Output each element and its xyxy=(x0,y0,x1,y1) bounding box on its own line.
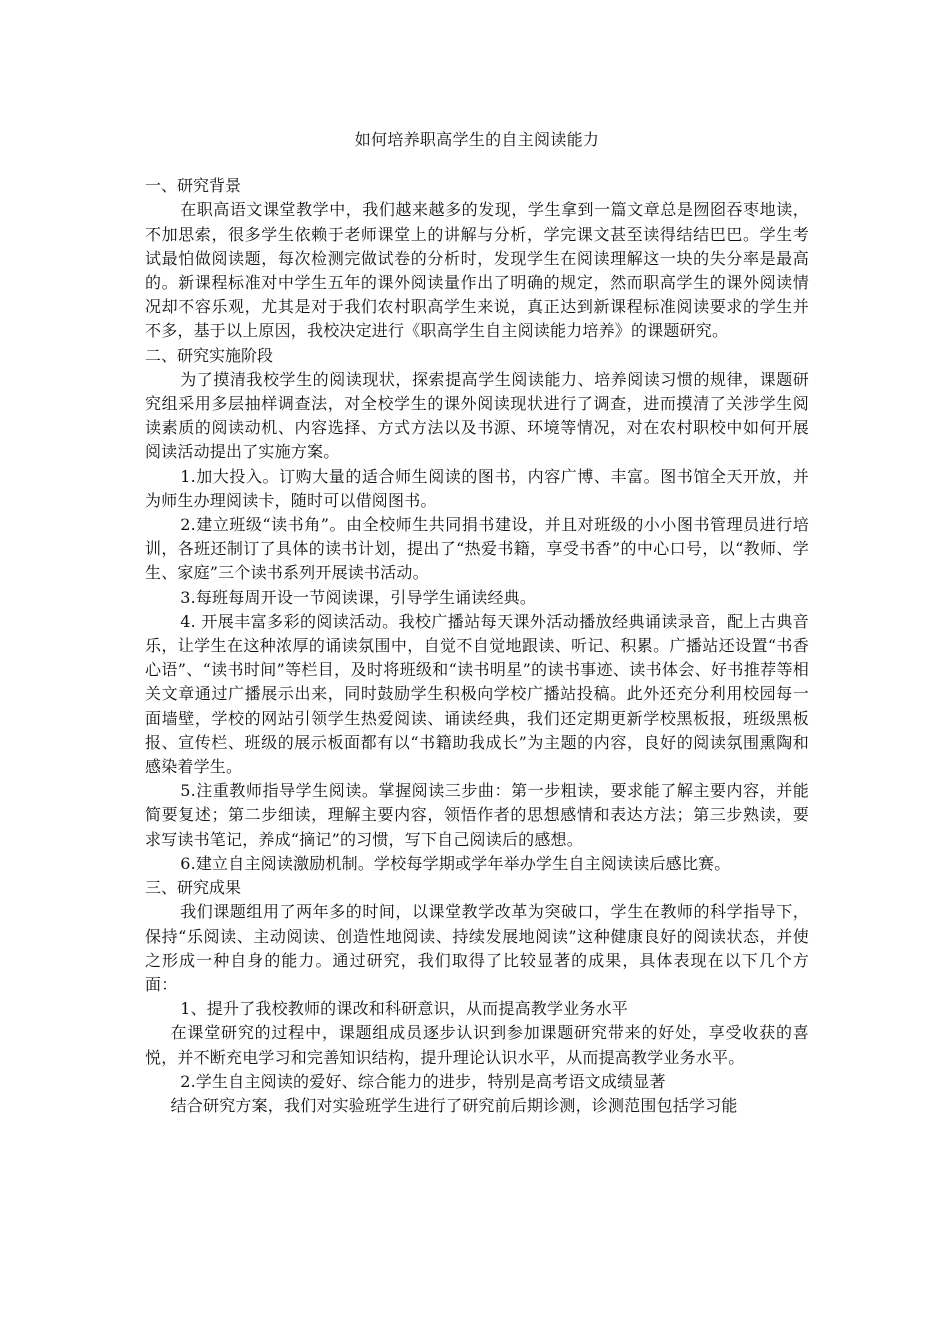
document-page xyxy=(145,128,809,1118)
paragraph-results-point-2-heading: 2.学生自主阅读的爱好、综合能力的进步，特别是高考语文成绩显著 xyxy=(180,1071,666,1091)
paragraph-implementation-item-1: 1.加大投入。订购大量的适合师生阅读的图书，内容广博、丰富。图书馆全天开放，并为师生办理阅读卡，随时可以借阅图书。 xyxy=(145,466,809,510)
paragraph-results-point-1-heading: 1、提升了我校教师的课改和科研意识，从而提高教学业务水平 xyxy=(180,999,628,1019)
paragraph-results-intro: 我们课题组用了两年多的时间，以课堂教学改革为突破口，学生在教师的科学指导下，保持“乐阅读、主动阅读、创造性地阅读、持续发展地阅读”这种健康良好的阅读状态，并使之形成一种自身的能力。通过研究，我们取得了比较显著的成果，具体表现在以下几个方面： xyxy=(145,902,809,994)
paragraph-implementation-intro: 为了摸清我校学生的阅读现状，探索提高学生阅读能力、培养阅读习惯的规律，课题研究组采用多层抽样调查法，对全校学生的课外阅读现状进行了调查，进而摸清了关涉学生阅读素质的阅读动机、内容选择、方式方法以及书源、环境等情况，对在农村职校中如何开展阅读活动提出了实施方案。 xyxy=(145,369,809,462)
paragraph-implementation-item-3: 3.每班每周开设一节阅读课，引导学生诵读经典。 xyxy=(180,587,537,607)
paragraph-results-point-1-body: 在课堂研究的过程中，课题组成员逐步认识到参加课题研究带来的好处，享受收获的喜悦，并不断充电学习和完善知识结构，提升理论认识水平，从而提高教学业务水平。 xyxy=(145,1023,809,1067)
paragraph-implementation-item-6: 6.建立自主阅读激励机制。学校每学期或学年举办学生自主阅读读后感比赛。 xyxy=(180,853,731,873)
document-title: 如何培养职高学生的自主阅读能力 xyxy=(354,130,600,149)
section-heading-results: 三、研究成果 xyxy=(145,878,242,898)
paragraph-results-point-2-body: 结合研究方案，我们对实验班学生进行了研究前后期诊测，诊测范围包括学习能 xyxy=(170,1095,738,1115)
paragraph-implementation-item-5: 5.注重教师指导学生阅读。掌握阅读三步曲：第一步粗读，要求能了解主要内容，并能简要复述；第二步细读，理解主要内容，领悟作者的思想感情和表达方法；第三步熟读，要求写读书笔记，养成“摘记”的习惯，写下自己阅读后的感想。 xyxy=(145,781,809,849)
paragraph-implementation-item-4: 4. 开展丰富多彩的阅读活动。我校广播站每天课外活动播放经典诵读录音，配上古典音乐，让学生在这种浓厚的诵读氛围中，自觉不自觉地跟读、听记、积累。广播站还设置“书香心语”、“读书时间”等栏目，及时将班级和“读书明星”的读书事迹、读书体会、好书推荐等相关文章通过广播展示出来，同时鼓励学生积极向学校广播站投稿。此外还充分利用校园每一面墙壁，学校的网站引领学生热爱阅读、诵读经典，我们还定期更新学校黑板报，班级黑板报、宣传栏、班级的展示板面都有以“书籍助我成长”为主题的内容，良好的阅读氛围熏陶和感染着学生。 xyxy=(145,611,809,777)
section-heading-implementation: 二、研究实施阶段 xyxy=(145,345,274,365)
section-heading-background: 一、研究背景 xyxy=(145,176,242,196)
paragraph-background: 在职高语文课堂教学中，我们越来越多的发现，学生拿到一篇文章总是囫囵吞枣地读，不加思索，很多学生依赖于老师课堂上的讲解与分析，学完课文甚至读得结结巴巴。学生考试最怕做阅读题，每次检测完做试卷的分析时，发现学生在阅读理解这一块的失分率是最高的。新课程标准对中学生五年的课外阅读量作出了明确的规定，然而职高学生的课外阅读情况却不容乐观，尤其是对于我们农村职高学生来说，真正达到新课程标准阅读要求的学生并不多，基于以上原因，我校决定进行《职高学生自主阅读能力培养》的课题研究。 xyxy=(145,200,809,341)
paragraph-implementation-item-2: 2.建立班级“读书角”。由全校师生共同捐书建设，并且对班级的小小图书管理员进行培训，各班还制订了具体的读书计划，提出了“热爱书籍，享受书香”的中心口号，以“教师、学生、家庭”三个读书系列开展读书活动。 xyxy=(145,515,809,583)
